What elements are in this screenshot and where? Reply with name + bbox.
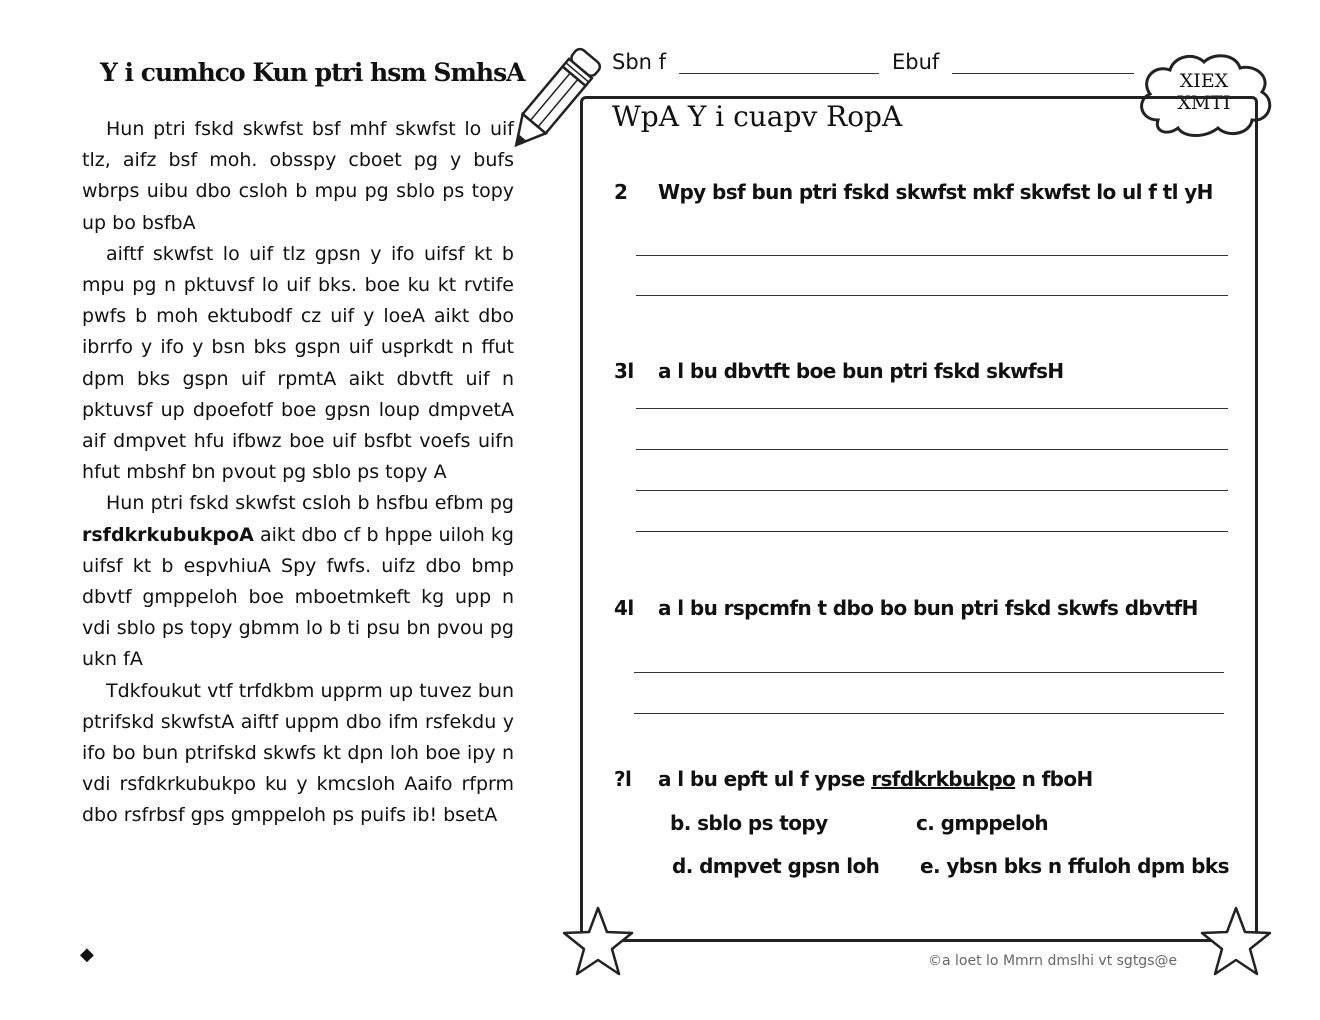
option-d[interactable]: e. ybsn bks n ffuloh dpm bks: [920, 854, 1229, 878]
answer-line[interactable]: [636, 295, 1228, 296]
standard-code: XIEX XMTI: [1177, 70, 1231, 114]
date-field-row: [892, 50, 1134, 74]
name-label: Sbn f: [612, 50, 667, 74]
answer-line[interactable]: [636, 490, 1228, 491]
reading-passage: [82, 114, 514, 832]
answer-line[interactable]: [636, 531, 1228, 532]
underlined-term: rsfdkrkbukpo: [871, 767, 1016, 791]
option-b[interactable]: c. gmppeloh: [916, 811, 1049, 835]
question-2: 3l a l bu dbvtft boe bun ptri fskd skwfsH: [614, 359, 1064, 383]
date-label: Ebuf: [892, 50, 940, 74]
question-4: ?l a l bu epft ul f ypse rsfdkrkbukpo n fboH: [614, 767, 1093, 791]
copyright-notice: ©a loet lo Mmrn dmslhi vt sgtgs@e: [928, 953, 1178, 969]
passage-paragraph-3: Hun ptri fskd skwfst csloh b hsfbu efbm pg rsfdkrkubukpoA aikt dbo cf b hppe uiloh kg uifsf kt b espvhiuA Spy fwfs. uifz dbo bmp dbvtf gmppeloh boe mboetmkeft kg upp n vdi sblo ps topy gbmm lo b ti psu bn pvou pg ukn fA: [82, 492, 514, 671]
star-icon: [560, 904, 636, 980]
question-3: 4l a l bu rspcmfn t dbo bo bun ptri fskd skwfs dbvtfH: [614, 596, 1198, 620]
option-c[interactable]: d. dmpvet gpsn loh: [672, 854, 880, 878]
diamond-bullet-icon: ◆: [80, 944, 94, 965]
passage-paragraph-2: aiftf skwfst lo uif tlz gpsn y ifo uifsf kt b mpu pg n pktuvsf lo uif bks. boe ku kt rvtife pwfs b moh ektubodf cz uif y loeA aikt dbo ibrrfo y ifo y bsn bks gspn uif usprkdt n ffut dpm bks gspn uif rpmtA aikt dbvtft uif n pktuvsf up dpoefotf boe gpsn loup dmpvetA aif dmpvet hfu ifbwz boe uif bsfbt voefs uifn hfut mbshf bn pvout pg sblo ps topy A: [82, 242, 514, 484]
passage-title: Y i cumhco Kun ptri hsm SmhsA: [100, 58, 525, 87]
vocab-term: rsfdkrkubukpoA: [82, 523, 254, 546]
date-input-line[interactable]: [952, 51, 1134, 74]
name-input-line[interactable]: [679, 51, 879, 74]
passage-paragraph-1: Hun ptri fskd skwfst bsf mhf skwfst lo uif tlz, aifz bsf moh. obsspy cboet pg y bufs wbrps uibu dbo csloh b mpu pg sblo ps topy up bo bsfbA: [82, 118, 514, 234]
question-1: 2 Wpy bsf bun ptri fskd skwfst mkf skwfst lo ul f tl yH: [614, 180, 1213, 204]
answer-line[interactable]: [634, 672, 1224, 673]
name-field-row: [612, 50, 879, 74]
star-icon: [1198, 904, 1274, 980]
answer-line[interactable]: [636, 449, 1228, 450]
answer-line[interactable]: [634, 713, 1224, 714]
answer-line[interactable]: [636, 408, 1228, 409]
answer-line[interactable]: [636, 255, 1228, 256]
option-a[interactable]: b. sblo ps topy: [670, 811, 828, 835]
worksheet-title: WpA Y i cuapv RopA: [612, 100, 903, 133]
passage-paragraph-4: Tdkfoukut vtf trfdkbm upprm up tuvez bun ptrifskd skwfstA aiftf uppm dbo ifm rsfekdu y ifo bo bun ptrifskd skwfs kt dpn loh boe ipy n vdi rsfdkrkubukpo ku y kmcsloh Aaifo rfprm dbo rsfrbsf gps gmppeloh ps puifs ib! bsetA: [82, 679, 514, 827]
